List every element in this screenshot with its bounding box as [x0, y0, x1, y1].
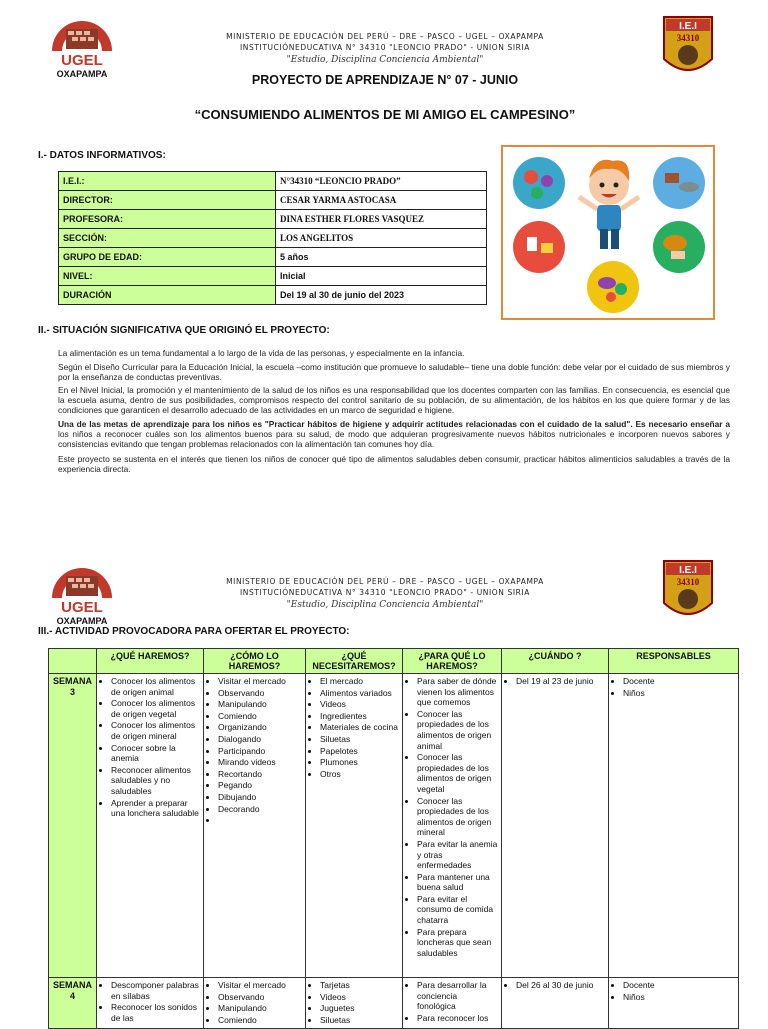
list-item: • Otros — [320, 769, 399, 780]
info-label: I.E.I.: — [59, 172, 276, 191]
week-label: SEMANA 3 — [49, 674, 97, 978]
column-header: ¿QUÉ HAREMOS? — [97, 649, 204, 674]
list-item: • Observando — [218, 688, 302, 699]
info-label: PROFESORA: — [59, 210, 276, 229]
info-value: 5 años — [276, 248, 487, 267]
info-row — [59, 286, 487, 305]
activity-table — [48, 648, 739, 1029]
list-item: • Reconocer alimentos saludables y no saludables — [111, 765, 200, 797]
ugel-logo-subtext: OXAPAMPA — [56, 616, 108, 626]
iei-logo — [660, 13, 716, 81]
ugel-logo-subtext: OXAPAMPA — [56, 69, 108, 79]
cell-que-haremos — [97, 978, 204, 1029]
list-item: • Comiendo — [218, 711, 302, 722]
info-row — [59, 191, 487, 210]
list-item: • Conocer los alimentos de origen animal — [111, 676, 200, 697]
info-row — [59, 267, 487, 286]
list-item: • Comiendo — [218, 1015, 302, 1026]
list-item: • Pegando — [218, 780, 302, 791]
ugel-logo — [46, 560, 118, 626]
info-row — [59, 172, 487, 191]
paragraph-goal-rest: los niños a reconocer cuáles son los alimentos buenos para su salud, de modo que adquieran progresivamente nuevos hábitos nutricionales e incorporen nuevos sabores y consistencias evitando que tengan problemas relacionados con la alimentación tan comunes hoy día. — [58, 429, 730, 449]
section-title-datos: I.- DATOS INFORMATIVOS: — [38, 150, 166, 161]
ugel-logo — [46, 13, 118, 79]
table-header-row — [49, 649, 739, 674]
cell-cuando — [502, 978, 609, 1029]
paragraph: Este proyecto se sustenta en el interés que tienen los niños de conocer qué tipo de alimentos saludables deben consumir, practicar hábitos alimenticios saludables a través de la experiencia directa. — [58, 454, 730, 474]
column-header: ¿PARA QUÉ LO HAREMOS? — [403, 649, 502, 674]
info-label: GRUPO DE EDAD: — [59, 248, 276, 267]
table-row — [49, 978, 739, 1029]
list-item: • Videos — [320, 992, 399, 1003]
paragraph: Según el Diseño Curricular para la Educación Inicial, la escuela –como institución que promueve lo saludable– tiene una doble función: debe velar por el cuidado de sus miembros y por la enseñanza de conductas preventivas. — [58, 362, 730, 382]
info-row — [59, 210, 487, 229]
list-item: • Para reconocer los — [417, 1013, 498, 1024]
header-motto: "Estudio, Disciplina Conciencia Ambiental" — [286, 600, 484, 610]
info-row — [59, 248, 487, 267]
list-item: • Plumones — [320, 757, 399, 768]
column-header: RESPONSABLES — [609, 649, 739, 674]
header-school-line: INSTITUCIÓNEDUCATIVA N° 34310 "LEONCIO PRADO" - UNION SIRIA — [239, 43, 531, 52]
header-ministry-line: MINISTERIO DE EDUCACIÓN DEL PERÚ – DRE – PASCO – UGEL – OXAPAMPA — [226, 32, 544, 41]
info-label: SECCIÓN: — [59, 229, 276, 248]
list-item: • Docente — [623, 980, 735, 991]
cell-para-que — [403, 978, 502, 1029]
list-item: • Docente — [623, 676, 735, 687]
section-title-actividad: III.- ACTIVIDAD PROVOCADORA PARA OFERTAR EL PROYECTO: — [38, 626, 350, 637]
cell-como-haremos — [204, 674, 306, 978]
list-item: • Conocer los alimentos de origen mineral — [111, 720, 200, 741]
healthy-food-illustration — [501, 145, 715, 320]
list-item: • Descomponer palabras en sílabas — [111, 980, 200, 1001]
header-motto: "Estudio, Disciplina Conciencia Ambiental" — [286, 55, 484, 65]
section-title-situacion: II.- SITUACIÓN SIGNIFICATIVA QUE ORIGINÓ EL PROYECTO: — [38, 325, 330, 336]
list-item: • Conocer sobre la anemia — [111, 743, 200, 764]
ugel-logo-text: UGEL — [61, 52, 103, 69]
info-value: CESAR YARMA ASTOCASA — [276, 191, 487, 210]
info-label: NIVEL: — [59, 267, 276, 286]
info-row — [59, 229, 487, 248]
list-item: • Visitar el mercado — [218, 980, 302, 991]
paragraph: La alimentación es un tema fundamental a lo largo de la vida de las personas, y especialmente en la infancia. — [58, 348, 465, 358]
list-item: • Dialogando — [218, 734, 302, 745]
list-item: • Niños — [623, 688, 735, 699]
list-item: • Conocer las propiedades de los alimentos de origen vegetal — [417, 752, 498, 794]
info-value: Del 19 al 30 de junio del 2023 — [276, 286, 487, 305]
header-ministry-line: MINISTERIO DE EDUCACIÓN DEL PERÚ – DRE – PASCO – UGEL – OXAPAMPA — [226, 577, 544, 586]
list-item: • Dibujando — [218, 792, 302, 803]
column-header: ¿CUÁNDO ? — [502, 649, 609, 674]
list-item: • Niños — [623, 992, 735, 1003]
list-item: • Para evitar la anemia y otras enfermedades — [417, 839, 498, 871]
list-item: • Participando — [218, 746, 302, 757]
list-item: • Organizando — [218, 722, 302, 733]
cell-responsables — [609, 674, 739, 978]
list-item: • Ingredientes — [320, 711, 399, 722]
list-item: • Alimentos variados — [320, 688, 399, 699]
cell-necesitaremos — [306, 978, 403, 1029]
iei-logo-number: 34310 — [676, 33, 700, 43]
list-item: • Del 19 al 23 de junio — [516, 676, 605, 687]
list-item: • Materiales de cocina — [320, 722, 399, 733]
paragraph: En el Nivel Inicial, la promoción y el mantenimiento de la salud de los niños es una responsabilidad que los docentes comparten con las familias. En consecuencia, es esencial que la escuela asuma, dentro de sus posibilidades, compromisos respecto del control sanitario de su población, de su alimentación, de los hábitos en los que quiere formar y de las condiciones que garanticen el desarrollo adecuado de las actividades en un marco de seguridad e higiene. — [58, 385, 730, 415]
column-header: ¿CÓMO LO HAREMOS? — [204, 649, 306, 674]
info-table — [58, 171, 487, 305]
list-item: • Conocer las propiedades de los alimentos de origen animal — [417, 709, 498, 751]
list-item: • Decorando — [218, 804, 302, 815]
list-item: • El mercado — [320, 676, 399, 687]
list-item: • Siluetas — [320, 1015, 399, 1026]
list-item: • Siluetas — [320, 734, 399, 745]
list-item: • Para evitar el consumo de comida chatarra — [417, 894, 498, 926]
iei-logo — [660, 557, 716, 625]
cell-responsables — [609, 978, 739, 1029]
list-item: • Para mantener una buena salud — [417, 872, 498, 893]
info-value: DINA ESTHER FLORES VASQUEZ — [276, 210, 487, 229]
list-item: • Para prepara loncheras que sean saludables — [417, 927, 498, 959]
header-school-line: INSTITUCIÓNEDUCATIVA N° 34310 "LEONCIO PRADO" - UNION SIRIA — [239, 588, 531, 597]
info-label: DURACIÓN — [59, 286, 276, 305]
info-value: Inicial — [276, 267, 487, 286]
info-value: N°34310 “LEONCIO PRADO” — [276, 172, 487, 191]
table-row — [49, 674, 739, 978]
list-item: • Para saber de dónde vienen los alimentos que comemos — [417, 676, 498, 708]
iei-logo-number: 34310 — [676, 577, 700, 587]
list-item: • Observando — [218, 992, 302, 1003]
iei-logo-text: I.E.I — [679, 565, 697, 576]
list-item: • Juguetes — [320, 1003, 399, 1014]
list-item: • Conocer las propiedades de los alimentos de origen mineral — [417, 796, 498, 838]
list-item: • Mirando videos — [218, 757, 302, 768]
list-item: • Visitar el mercado — [218, 676, 302, 687]
project-title: PROYECTO DE APRENDIZAJE N° 07 - JUNIO — [251, 73, 519, 87]
cell-que-haremos — [97, 674, 204, 978]
main-title: “CONSUMIENDO ALIMENTOS DE MI AMIGO EL CAMPESINO” — [194, 107, 576, 122]
list-item: • Manipulando — [218, 699, 302, 710]
list-item: • Videos — [320, 699, 399, 710]
list-item — [218, 815, 302, 826]
info-value: LOS ANGELITOS — [276, 229, 487, 248]
ugel-logo-text: UGEL — [61, 599, 103, 616]
paragraph-goal-bold: Una de las metas de aprendizaje para los niños es "Practicar hábitos de higiene y adquirir actitudes relacionadas con el cuidado de la salud". Es necesario enseñar a — [58, 419, 730, 429]
list-item: • Papelotes — [320, 746, 399, 757]
list-item: • Manipulando — [218, 1003, 302, 1014]
list-item: • Recortando — [218, 769, 302, 780]
list-item: • Del 26 al 30 de junio — [516, 980, 605, 991]
info-label: DIRECTOR: — [59, 191, 276, 210]
column-header: ¿QUÉ NECESITAREMOS? — [306, 649, 403, 674]
cell-necesitaremos — [306, 674, 403, 978]
list-item: • Aprender a preparar una lonchera saludable — [111, 798, 200, 819]
list-item: • Reconocer los sonidos de las — [111, 1002, 200, 1023]
list-item: • Tarjetas — [320, 980, 399, 991]
cell-cuando — [502, 674, 609, 978]
week-label: SEMANA 4 — [49, 978, 97, 1029]
list-item: • Conocer los alimentos de origen vegetal — [111, 698, 200, 719]
cell-para-que — [403, 674, 502, 978]
paragraph-goal — [58, 419, 730, 449]
column-header — [49, 649, 97, 674]
list-item: • Para desarrollar la conciencia fonológica — [417, 980, 498, 1012]
iei-logo-text: I.E.I — [679, 21, 697, 32]
cell-como-haremos — [204, 978, 306, 1029]
